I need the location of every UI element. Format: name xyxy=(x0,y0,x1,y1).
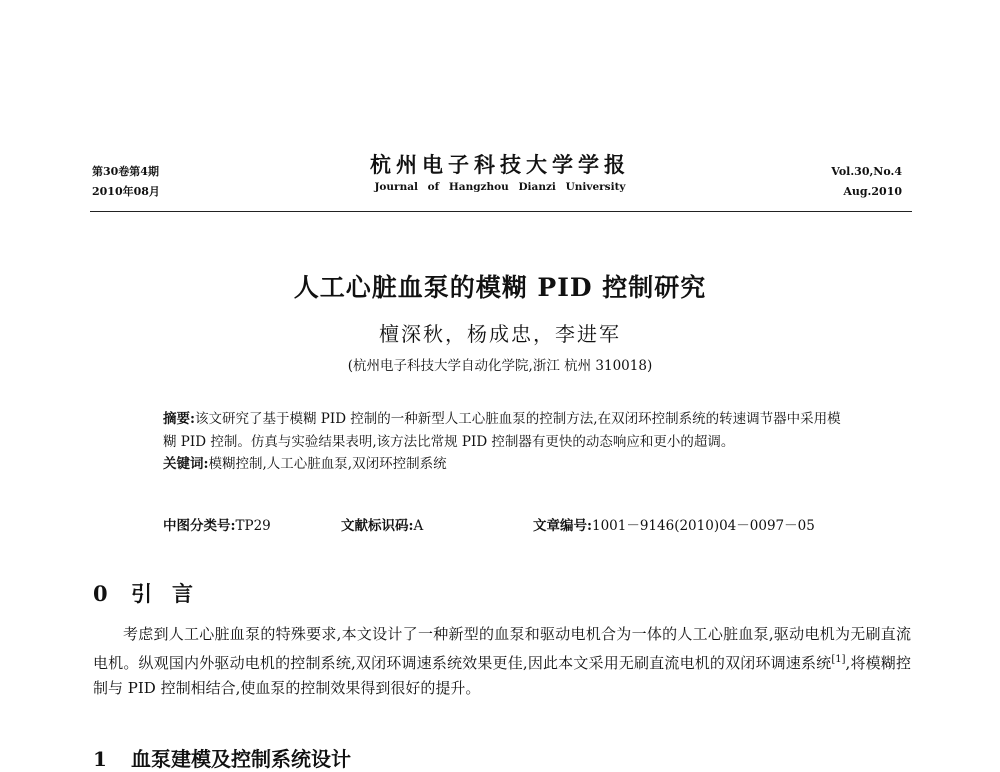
body-text xyxy=(93,622,911,701)
doc-code-item xyxy=(341,514,423,534)
journal-name-cn: 杭州电子科技大学学报 xyxy=(370,152,630,177)
paper-authors: 檀深秋，杨成忠，李进军 xyxy=(379,322,621,346)
section-title: 引言 xyxy=(131,581,213,606)
section-title: 血泵建模及控制系统设计 xyxy=(131,747,351,771)
intro-paragraph xyxy=(93,622,911,701)
intro-text-part1: 考虑到人工心脏血泵的特殊要求,本文设计了一种新型的血泵和驱动电机合为一体的人工心脏血泵,驱动电机为无刷直流电机。纵观国内外驱动电机的控制系统,双闭环调速系统效果更佳,因此本文采用无刷直流电机的双闭环调速系统 xyxy=(93,625,911,672)
article-number-value: 1001－9146(2010)04－0097－05 xyxy=(591,518,815,534)
keywords-label: 关键词: xyxy=(163,456,209,472)
journal-name-en: Journal of Hangzhou Dianzi University xyxy=(374,181,626,193)
abstract-label: 摘要: xyxy=(163,411,195,427)
header-divider xyxy=(90,211,912,212)
volume-issue: 第30卷第4期 xyxy=(92,165,159,178)
doc-code-value: A xyxy=(413,518,424,534)
section-number: 0 xyxy=(93,581,108,606)
header-right xyxy=(831,162,902,202)
clc-item xyxy=(163,514,271,534)
section-number: 1 xyxy=(93,747,107,771)
section-heading-0 xyxy=(93,578,213,608)
article-number-item xyxy=(533,514,815,534)
intro-text-part2: ,将模糊控制与 PID 控制相结合,使血泵的控制效果得到很好的提升。 xyxy=(93,654,911,697)
keywords-line xyxy=(163,453,843,476)
classification-line xyxy=(163,514,843,538)
section-heading-1 xyxy=(93,743,351,772)
paper-title: 人工心脏血泵的模糊 PID 控制研究 xyxy=(293,273,707,302)
doc-code-label: 文献标识码: xyxy=(341,518,414,534)
abstract-text: 该文研究了基于模糊 PID 控制的一种新型人工心脏血泵的控制方法,在双闭环控制系统的转速调节器中采用模糊 PID 控制。仿真与实验结果表明,该方法比常规 PID 控制器有更快的动态响应和更小的超调。 xyxy=(163,411,841,450)
paper-affiliation: (杭州电子科技大学自动化学院,浙江 杭州 310018) xyxy=(347,358,653,374)
abstract-paragraph xyxy=(163,408,843,453)
clc-label: 中图分类号: xyxy=(163,518,236,534)
citation-ref: [1] xyxy=(831,654,846,665)
volume-issue-en: Vol.30,No.4 xyxy=(831,165,902,178)
article-number-label: 文章编号: xyxy=(533,518,592,534)
publication-date-cn: 2010年08月 xyxy=(92,185,160,198)
publication-date-en: Aug.2010 xyxy=(843,185,902,198)
clc-value: TP29 xyxy=(235,518,271,534)
keywords-text: 模糊控制,人工心脏血泵,双闭环控制系统 xyxy=(208,456,447,472)
abstract-block xyxy=(163,408,843,476)
